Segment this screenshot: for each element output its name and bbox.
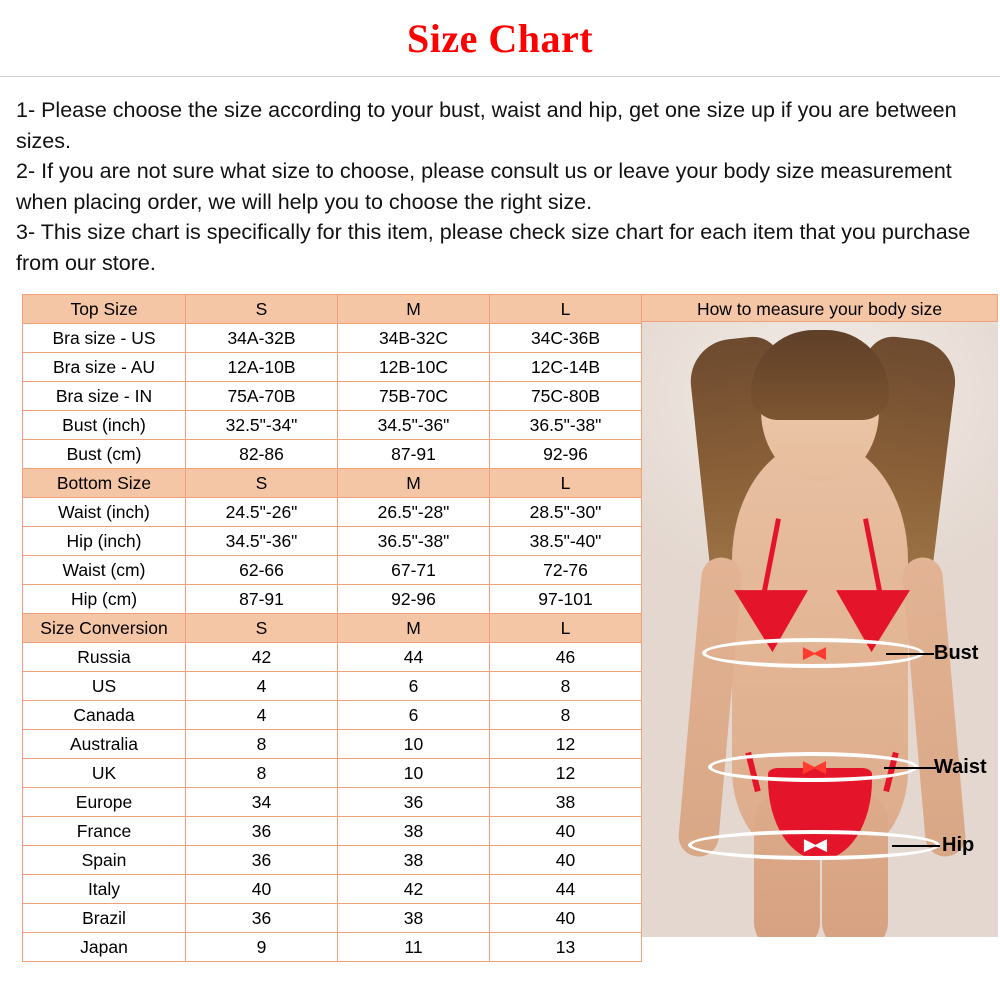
row-value-cell: 92-96 xyxy=(490,440,642,469)
row-value-cell: 75B-70C xyxy=(338,382,490,411)
waist-label: Waist xyxy=(934,756,987,779)
row-value-cell: 11 xyxy=(338,933,490,962)
table-row xyxy=(23,788,642,817)
row-value-cell: 34A-32B xyxy=(186,324,338,353)
waist-leader-line xyxy=(884,767,936,769)
size-column-header: L xyxy=(490,469,642,498)
row-value-cell: 36 xyxy=(186,904,338,933)
table-row xyxy=(23,440,642,469)
section-title-cell: Bottom Size xyxy=(23,469,186,498)
hip-leader-line xyxy=(892,845,940,847)
row-value-cell: 40 xyxy=(490,817,642,846)
row-label-cell: Bra size - AU xyxy=(23,353,186,382)
row-label-cell: France xyxy=(23,817,186,846)
row-label-cell: Bust (inch) xyxy=(23,411,186,440)
section-title-cell: Top Size xyxy=(23,295,186,324)
section-title-cell: Size Conversion xyxy=(23,614,186,643)
table-row xyxy=(23,730,642,759)
chart-area xyxy=(22,294,987,962)
table-row xyxy=(23,846,642,875)
row-value-cell: 38.5"-40" xyxy=(490,527,642,556)
bust-label: Bust xyxy=(934,642,979,665)
table-row xyxy=(23,817,642,846)
size-column-header: M xyxy=(338,469,490,498)
table-row xyxy=(23,759,642,788)
row-value-cell: 75C-80B xyxy=(490,382,642,411)
row-value-cell: 12 xyxy=(490,759,642,788)
row-value-cell: 38 xyxy=(338,846,490,875)
hip-arrow-icon: ▶◀ xyxy=(803,835,825,855)
bust-arrow-icon: ▶◀ xyxy=(802,643,824,663)
row-label-cell: Canada xyxy=(23,701,186,730)
table-row xyxy=(23,382,642,411)
model-photo xyxy=(642,322,998,937)
row-value-cell: 34C-36B xyxy=(490,324,642,353)
row-value-cell: 8 xyxy=(186,730,338,759)
title-bar xyxy=(0,0,1000,77)
row-label-cell: Waist (cm) xyxy=(23,556,186,585)
row-value-cell: 36.5"-38" xyxy=(338,527,490,556)
instruction-line-1: 1- Please choose the size according to your bust, waist and hip, get one size up if you are between sizes. xyxy=(16,98,957,153)
row-value-cell: 9 xyxy=(186,933,338,962)
row-label-cell: Bra size - US xyxy=(23,324,186,353)
row-value-cell: 67-71 xyxy=(338,556,490,585)
row-value-cell: 36 xyxy=(186,817,338,846)
row-value-cell: 8 xyxy=(490,672,642,701)
table-section-header xyxy=(23,614,642,643)
row-value-cell: 12A-10B xyxy=(186,353,338,382)
row-value-cell: 92-96 xyxy=(338,585,490,614)
instruction-line-2: 2- If you are not sure what size to choose, please consult us or leave your body size measurement when placing order, we will help you to choose the right size. xyxy=(16,159,952,214)
size-column-header: S xyxy=(186,614,338,643)
row-value-cell: 72-76 xyxy=(490,556,642,585)
table-row xyxy=(23,701,642,730)
table-row xyxy=(23,498,642,527)
row-value-cell: 40 xyxy=(490,904,642,933)
row-value-cell: 62-66 xyxy=(186,556,338,585)
row-label-cell: Waist (inch) xyxy=(23,498,186,527)
row-value-cell: 6 xyxy=(338,672,490,701)
table-row xyxy=(23,585,642,614)
waist-arrow-icon: ▶◀ xyxy=(802,757,824,777)
row-value-cell: 10 xyxy=(338,730,490,759)
size-column-header: S xyxy=(186,469,338,498)
table-row xyxy=(23,643,642,672)
row-label-cell: Brazil xyxy=(23,904,186,933)
row-value-cell: 34 xyxy=(186,788,338,817)
row-value-cell: 24.5"-26" xyxy=(186,498,338,527)
row-value-cell: 87-91 xyxy=(186,585,338,614)
row-label-cell: Spain xyxy=(23,846,186,875)
row-value-cell: 75A-70B xyxy=(186,382,338,411)
row-value-cell: 36 xyxy=(186,846,338,875)
row-value-cell: 12 xyxy=(490,730,642,759)
row-value-cell: 8 xyxy=(490,701,642,730)
row-label-cell: Russia xyxy=(23,643,186,672)
row-value-cell: 44 xyxy=(338,643,490,672)
size-column-header: S xyxy=(186,295,338,324)
row-value-cell: 44 xyxy=(490,875,642,904)
table-row xyxy=(23,527,642,556)
table-row xyxy=(23,933,642,962)
row-value-cell: 97-101 xyxy=(490,585,642,614)
row-value-cell: 36.5"-38" xyxy=(490,411,642,440)
size-column-header: M xyxy=(338,295,490,324)
row-label-cell: Bust (cm) xyxy=(23,440,186,469)
row-value-cell: 40 xyxy=(186,875,338,904)
bust-leader-line xyxy=(886,653,934,655)
instruction-line-3: 3- This size chart is specifically for this item, please check size chart for each item that you purchase from our store. xyxy=(16,220,971,275)
row-value-cell: 34B-32C xyxy=(338,324,490,353)
row-value-cell: 36 xyxy=(338,788,490,817)
hip-label: Hip xyxy=(942,834,975,857)
row-value-cell: 38 xyxy=(490,788,642,817)
row-value-cell: 38 xyxy=(338,817,490,846)
size-column-header: L xyxy=(490,295,642,324)
instructions-block xyxy=(0,77,1000,286)
measure-panel xyxy=(642,294,998,937)
row-value-cell: 46 xyxy=(490,643,642,672)
row-value-cell: 34.5"-36" xyxy=(338,411,490,440)
row-value-cell: 26.5"-28" xyxy=(338,498,490,527)
table-section-header xyxy=(23,295,642,324)
row-value-cell: 10 xyxy=(338,759,490,788)
row-label-cell: Bra size - IN xyxy=(23,382,186,411)
row-value-cell: 32.5"-34" xyxy=(186,411,338,440)
row-value-cell: 12C-14B xyxy=(490,353,642,382)
row-label-cell: Hip (inch) xyxy=(23,527,186,556)
size-table xyxy=(22,294,642,962)
page-title: Size Chart xyxy=(406,15,594,61)
row-value-cell: 82-86 xyxy=(186,440,338,469)
row-value-cell: 42 xyxy=(338,875,490,904)
table-row xyxy=(23,875,642,904)
row-value-cell: 8 xyxy=(186,759,338,788)
table-row xyxy=(23,904,642,933)
row-value-cell: 28.5"-30" xyxy=(490,498,642,527)
row-label-cell: Japan xyxy=(23,933,186,962)
row-value-cell: 42 xyxy=(186,643,338,672)
table-row xyxy=(23,672,642,701)
row-value-cell: 87-91 xyxy=(338,440,490,469)
size-column-header: M xyxy=(338,614,490,643)
row-value-cell: 34.5"-36" xyxy=(186,527,338,556)
table-section-header xyxy=(23,469,642,498)
size-column-header: L xyxy=(490,614,642,643)
table-row xyxy=(23,411,642,440)
row-label-cell: US xyxy=(23,672,186,701)
row-value-cell: 12B-10C xyxy=(338,353,490,382)
row-label-cell: Hip (cm) xyxy=(23,585,186,614)
table-row xyxy=(23,353,642,382)
row-label-cell: UK xyxy=(23,759,186,788)
row-value-cell: 4 xyxy=(186,701,338,730)
row-label-cell: Italy xyxy=(23,875,186,904)
row-value-cell: 40 xyxy=(490,846,642,875)
row-label-cell: Europe xyxy=(23,788,186,817)
row-value-cell: 13 xyxy=(490,933,642,962)
measure-panel-header: How to measure your body size xyxy=(642,294,998,322)
row-value-cell: 6 xyxy=(338,701,490,730)
table-row xyxy=(23,556,642,585)
table-row xyxy=(23,324,642,353)
row-value-cell: 4 xyxy=(186,672,338,701)
row-label-cell: Australia xyxy=(23,730,186,759)
row-value-cell: 38 xyxy=(338,904,490,933)
